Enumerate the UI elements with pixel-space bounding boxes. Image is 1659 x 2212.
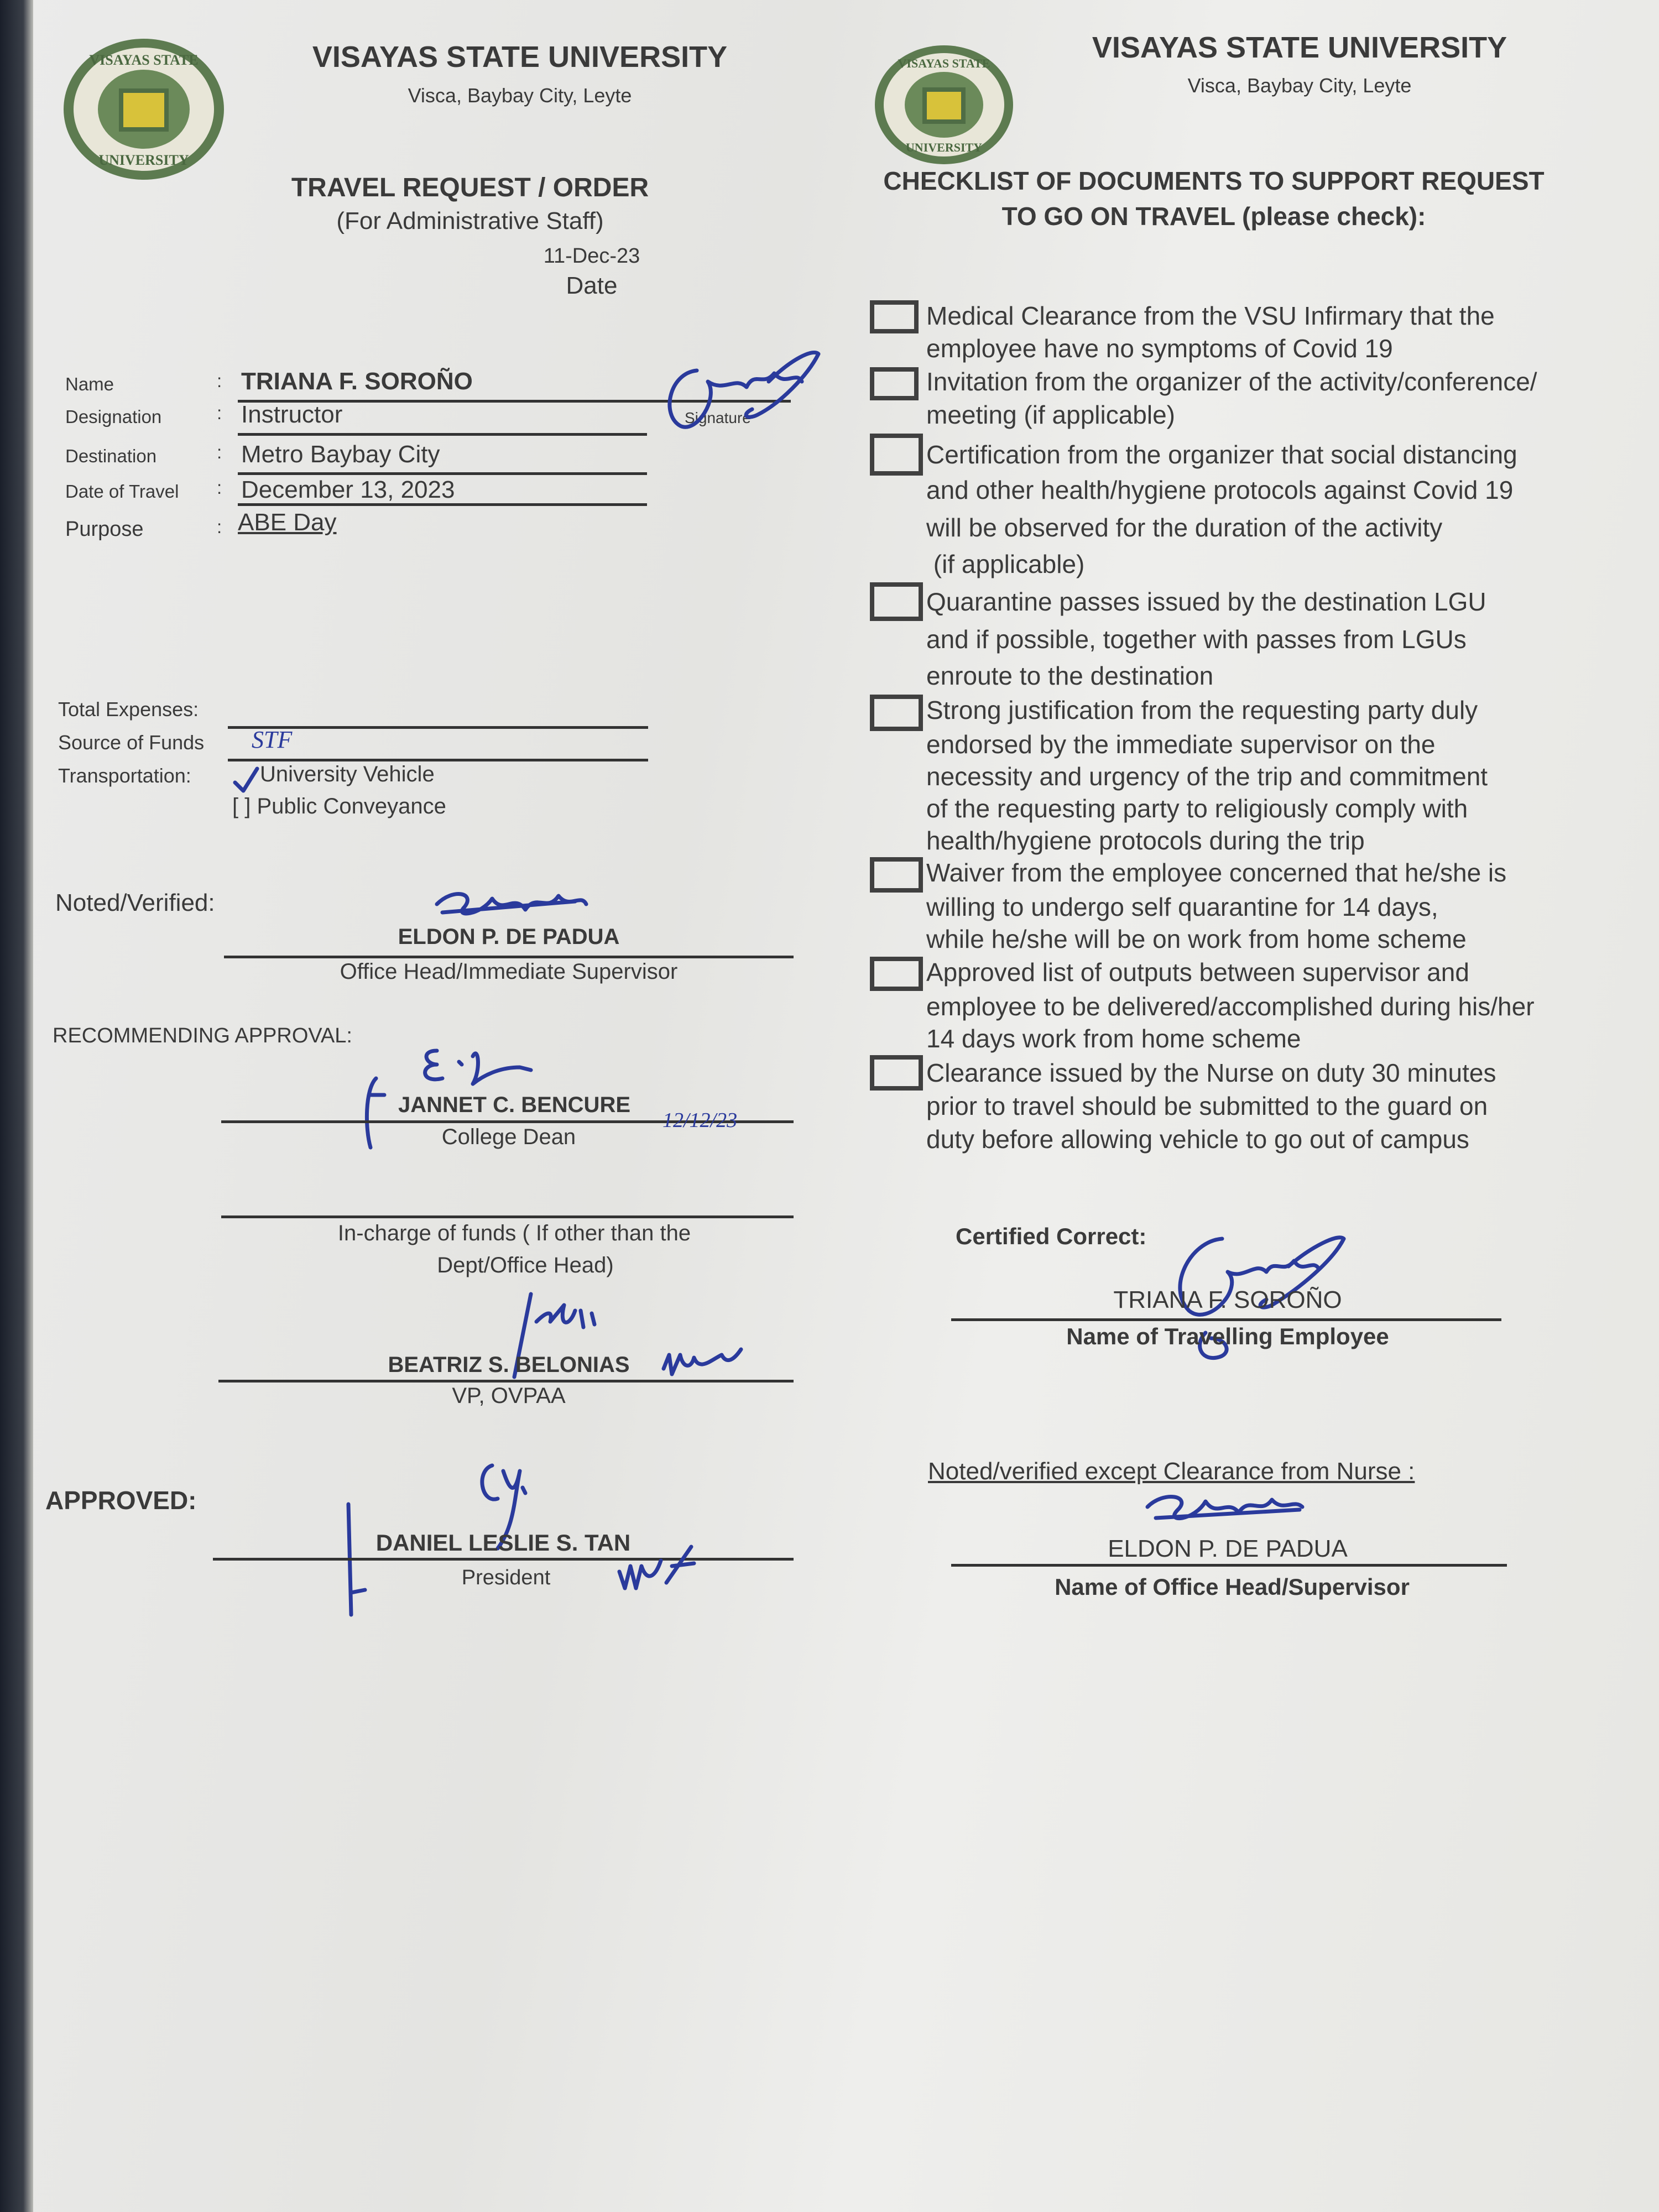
university-seal-left (64, 39, 224, 180)
form-title: TRAVEL REQUEST / ORDER (291, 173, 649, 202)
university-name-right: VISAYAS STATE UNIVERSITY (1092, 31, 1507, 64)
president-initials (617, 1544, 700, 1594)
source-of-funds-underline (228, 759, 648, 761)
colon: : (217, 371, 222, 391)
supervisor-title: Name of Office Head/Supervisor (1055, 1574, 1410, 1600)
checklist-item-text: employee have no symptoms of Covid 19 (926, 334, 1393, 363)
checklist-item-text: Approved list of outputs between supervisor and (926, 958, 1469, 987)
checkbox-strong-justification[interactable] (870, 695, 923, 731)
certified-correct-label: Certified Correct: (956, 1223, 1147, 1249)
university-address-right: Visca, Baybay City, Leyte (1187, 74, 1412, 97)
funds-line (221, 1215, 794, 1218)
checklist-item-text: Strong justification from the requesting party duly (926, 696, 1478, 724)
funds-title-line1: In-charge of funds ( If other than the (337, 1221, 691, 1245)
university-address-left: Visca, Baybay City, Leyte (408, 84, 632, 107)
supervisor-line (951, 1564, 1507, 1567)
field-value-name: TRIANA F. SOROÑO (241, 368, 473, 395)
noted-title: Office Head/Immediate Supervisor (340, 959, 678, 984)
checklist-item-text: will be observed for the duration of the activity (926, 513, 1443, 542)
date-label: Date (566, 272, 618, 299)
vp-title: VP, OVPAA (452, 1384, 566, 1408)
vp-line (218, 1380, 794, 1383)
field-value-purpose: ABE Day (238, 509, 337, 536)
president-name: DANIEL LESLIE S. TAN (375, 1530, 631, 1556)
checklist-item-text: while he/she will be on work from home scheme (926, 925, 1467, 953)
president-line (213, 1558, 794, 1561)
dean-name: JANNET C. BENCURE (398, 1093, 631, 1117)
checklist-item-text: necessity and urgency of the trip and commitment (926, 762, 1488, 791)
signature-label: Signature (685, 409, 751, 426)
form-subtitle: (For Administrative Staff) (336, 207, 604, 234)
designation-underline (238, 433, 647, 436)
field-value-destination: Metro Baybay City (241, 441, 440, 468)
checklist-item-text: duty before allowing vehicle to go out of campus (926, 1125, 1469, 1154)
field-value-designation: Instructor (241, 401, 343, 428)
seal-text-top: VISAYAS STATE (898, 56, 990, 70)
university-vehicle-check (232, 766, 260, 794)
background-edge (0, 0, 33, 2212)
checklist-title-line2: TO GO ON TRAVEL (please check): (1001, 202, 1426, 231)
field-label-destination: Destination (65, 446, 157, 466)
checklist-item-text: and other health/hygiene protocols against Covid 19 (926, 476, 1514, 504)
checkbox-certification[interactable] (870, 434, 923, 476)
checklist-title-line1: CHECKLIST OF DOCUMENTS TO SUPPORT REQUEST (883, 166, 1545, 195)
transport-option-public-conveyance: [ ] Public Conveyance (232, 794, 446, 818)
supervisor-name: ELDON P. DE PADUA (1108, 1535, 1348, 1562)
checklist-item-text: Waiver from the employee concerned that he/she is (926, 858, 1507, 887)
colon: : (217, 403, 222, 423)
checkbox-quarantine-passes[interactable] (870, 582, 923, 621)
checklist-item-text: Medical Clearance from the VSU Infirmary that the (926, 301, 1495, 330)
university-name-left: VISAYAS STATE UNIVERSITY (312, 40, 728, 74)
checklist-item-text: of the requesting party to religiously comply with (926, 794, 1468, 823)
vp-initials (661, 1344, 744, 1383)
colon: : (217, 517, 222, 537)
checkbox-medical-clearance[interactable] (870, 300, 919, 333)
date-of-travel-underline (238, 503, 647, 506)
checklist-item-text: Invitation from the organizer of the activity/conference/ (926, 367, 1537, 396)
employee-title: Name of Travelling Employee (1066, 1323, 1389, 1349)
checklist-item-text: Quarantine passes issued by the destination LGU (926, 587, 1486, 616)
seal-text-bottom: UNIVERSITY (98, 152, 189, 168)
field-label-date-of-travel: Date of Travel (65, 481, 179, 502)
destination-underline (238, 472, 647, 475)
approved-label: APPROVED: (45, 1486, 197, 1515)
noted-verified-label: Noted/Verified: (55, 889, 215, 916)
supervisor-signature (1142, 1488, 1319, 1537)
seal-text-top: VISAYAS STATE (89, 52, 199, 68)
noted-line (224, 956, 794, 958)
checklist-item-text: Certification from the organizer that social distancing (926, 440, 1517, 469)
checklist-item-text: health/hygiene protocols during the trip (926, 826, 1365, 855)
date-value: 11-Dec-23 (543, 244, 640, 268)
checklist-item-text: enroute to the destination (926, 661, 1214, 690)
president-signature (332, 1438, 476, 1620)
checklist-item-text: (if applicable) (926, 550, 1085, 578)
transport-option-university-vehicle: University Vehicle (260, 762, 435, 786)
total-expenses-label: Total Expenses: (58, 698, 199, 721)
dean-title: College Dean (441, 1125, 576, 1149)
funds-title-line2: Dept/Office Head) (437, 1253, 614, 1277)
checklist-item-text: employee to be delivered/accomplished during his/her (926, 992, 1535, 1021)
applicant-signature (658, 348, 824, 442)
checklist-item-text: and if possible, together with passes from LGUs (926, 625, 1467, 654)
source-of-funds-value: STF (252, 726, 293, 753)
colon: : (217, 442, 222, 462)
checkbox-approved-outputs[interactable] (870, 957, 923, 991)
field-label-designation: Designation (65, 406, 162, 427)
noted-except-label: Noted/verified except Clearance from Nurse : (928, 1458, 1415, 1485)
field-label-purpose: Purpose (65, 518, 144, 541)
transportation-label: Transportation: (58, 764, 191, 787)
employee-line (951, 1318, 1501, 1321)
checkbox-waiver[interactable] (870, 857, 923, 893)
source-of-funds-label: Source of Funds (58, 731, 205, 754)
university-seal-right (875, 45, 1013, 164)
dean-handwritten-date: 12/12/23 (662, 1109, 738, 1132)
checkbox-nurse-clearance[interactable] (870, 1055, 923, 1091)
president-title: President (461, 1566, 551, 1589)
employee-name: TRIANA F. SOROÑO (1113, 1286, 1342, 1313)
noted-name: ELDON P. DE PADUA (398, 925, 620, 949)
checklist-item-text: endorsed by the immediate supervisor on the (926, 730, 1436, 759)
recommending-approval-label: RECOMMENDING APPROVAL: (53, 1024, 352, 1047)
checklist-item-text: 14 days work from home scheme (926, 1024, 1301, 1053)
checklist-item-text: meeting (if applicable) (926, 400, 1176, 429)
checklist-item-text: Clearance issued by the Nurse on duty 30 minutes (926, 1058, 1496, 1087)
checkbox-invitation[interactable] (870, 367, 919, 400)
vp-name: BEATRIZ S. BELONIAS (388, 1353, 630, 1377)
field-value-date-of-travel: December 13, 2023 (241, 476, 455, 503)
seal-text-bottom: UNIVERSITY (905, 140, 983, 154)
field-label-name: Name (65, 374, 114, 394)
checklist-item-text: willing to undergo self quarantine for 14 days, (926, 893, 1438, 921)
colon: : (217, 477, 222, 498)
checklist-item-text: prior to travel should be submitted to the guard on (926, 1092, 1488, 1120)
